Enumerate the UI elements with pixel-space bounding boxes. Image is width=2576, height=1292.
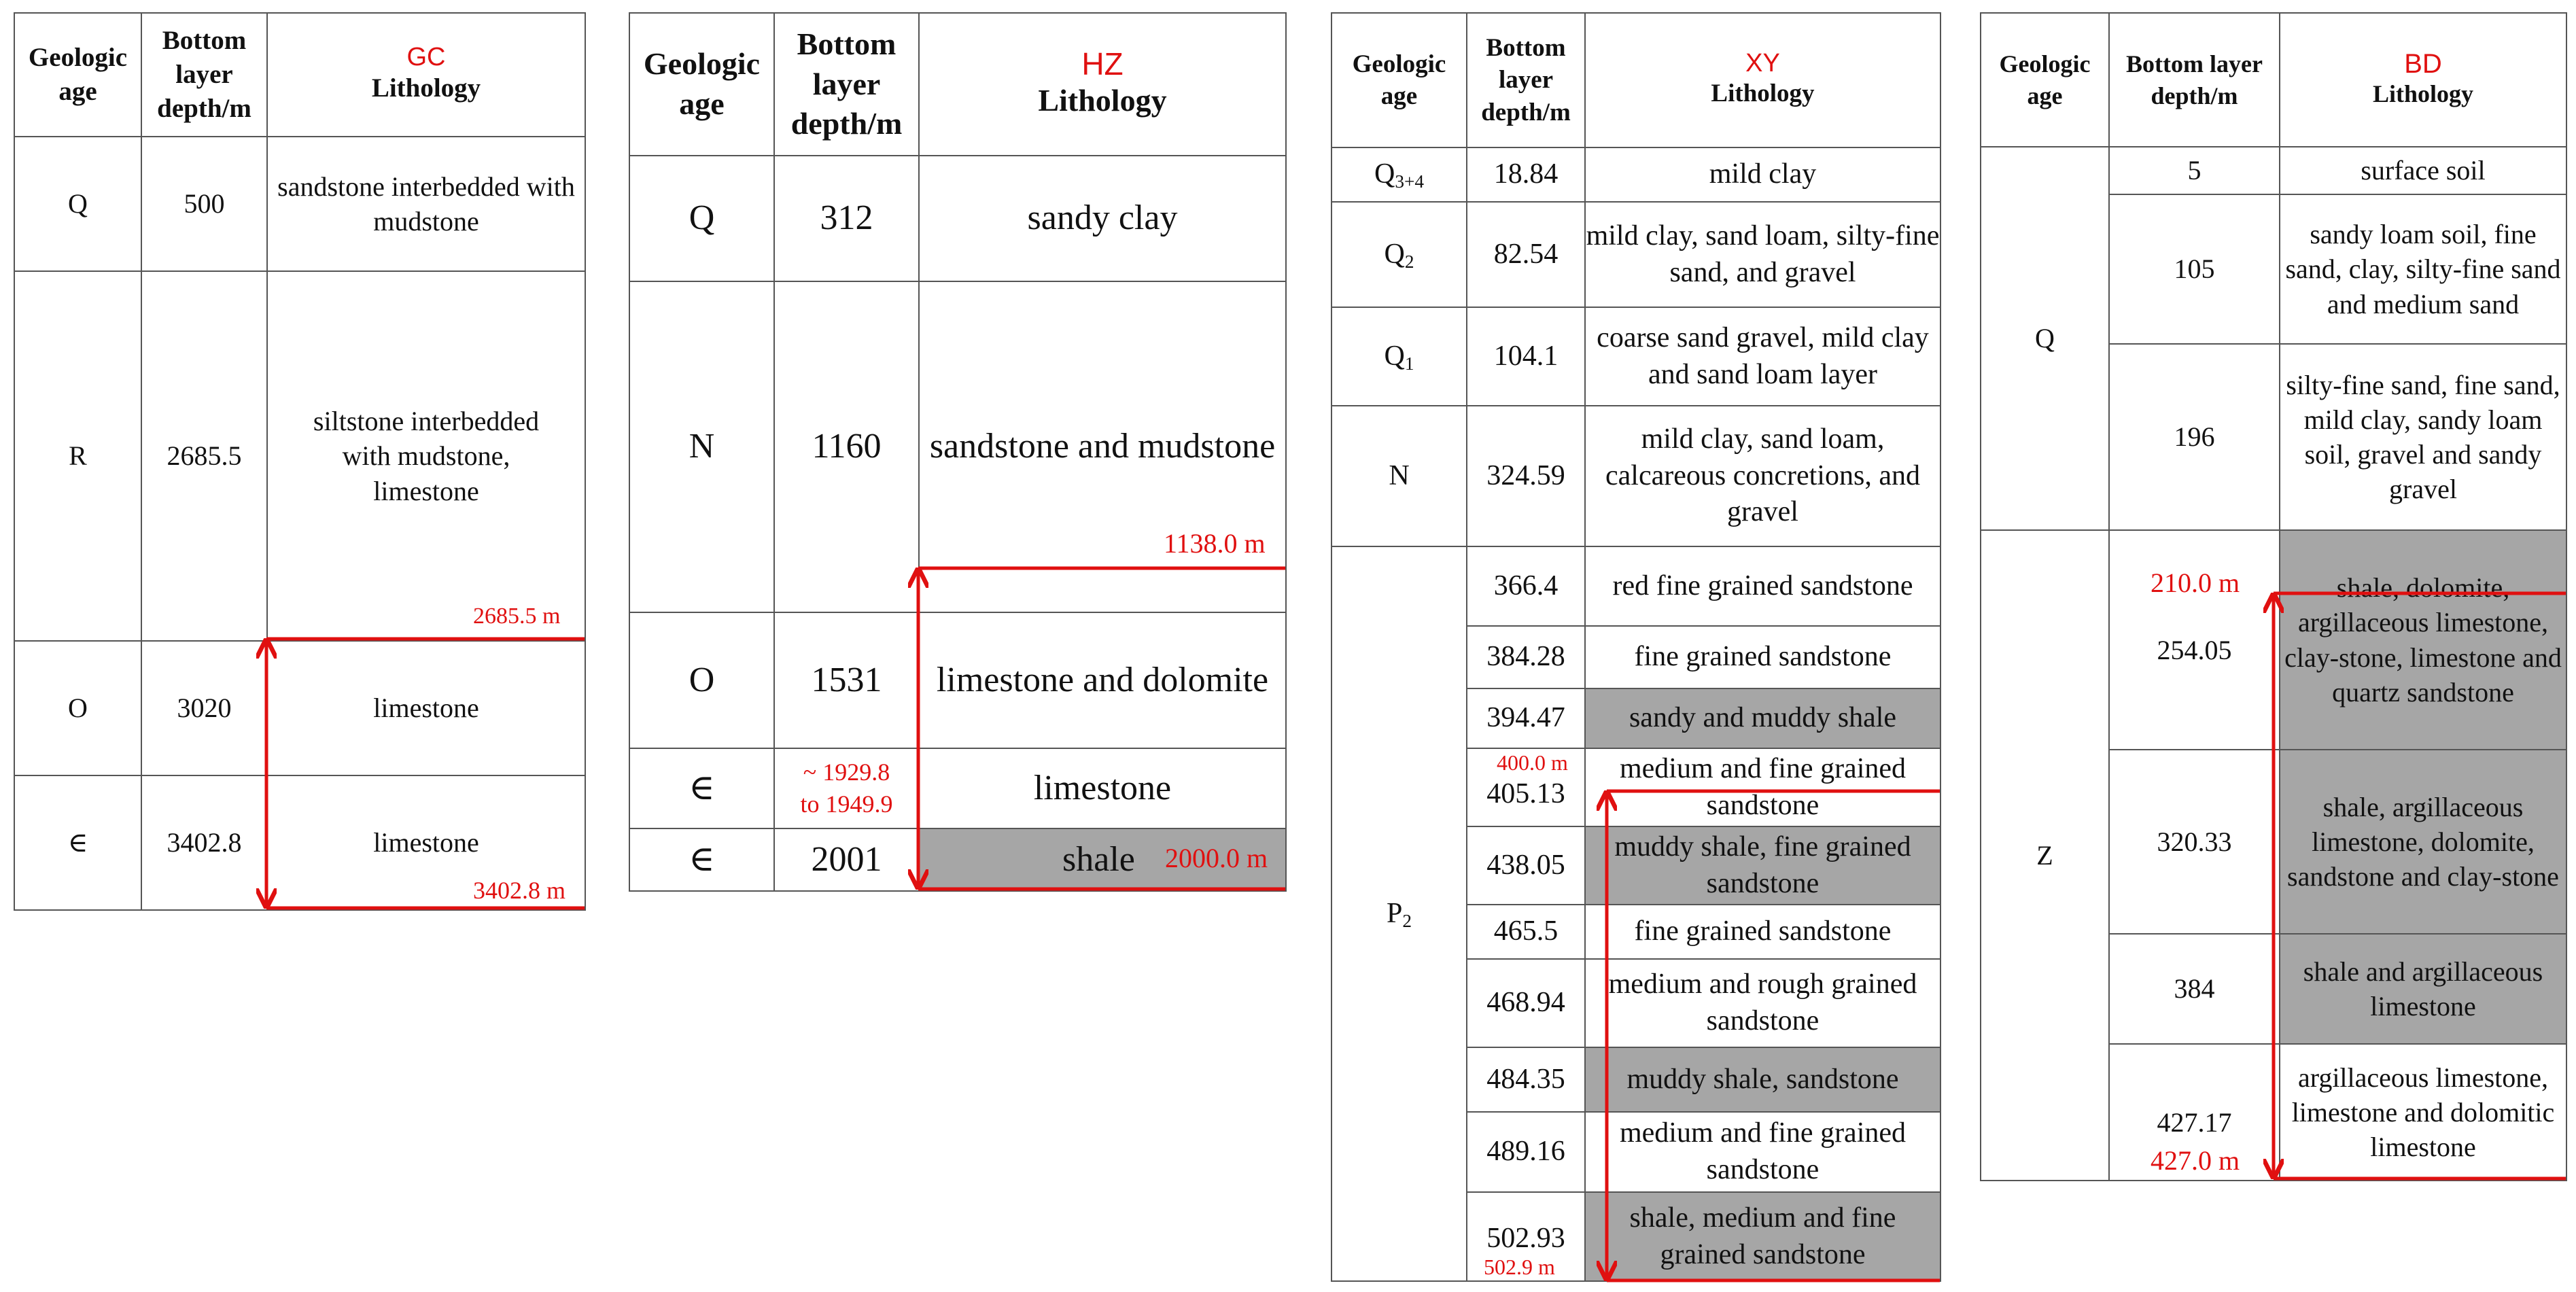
- gc-marker-bottom-label: 3402.8 m: [473, 877, 566, 904]
- hz-depth-cell: 1160: [774, 281, 919, 612]
- table-row: [629, 748, 1286, 828]
- gc-lithology-cell: limestone: [267, 775, 585, 910]
- xy-age-main: Q: [1384, 340, 1405, 372]
- hz-depth-cell: 2001: [774, 828, 919, 891]
- xy-depth-cell: 484.35: [1467, 1047, 1585, 1112]
- hz-header-age: Geologic age: [629, 13, 774, 156]
- xy-marker-top-label: 400.0 m: [1497, 750, 1568, 775]
- bd-depth-cell: 427.17: [2109, 1044, 2280, 1181]
- xy-depth-cell: 18.84: [1467, 147, 1585, 202]
- xy-lithology-cell: mild clay, sand loam, silty-fine sand, and gravel: [1585, 202, 1940, 307]
- gc-table: [14, 12, 586, 911]
- hz-depth-range-end: to 1949.9: [800, 790, 893, 818]
- gc-header-lithology: [267, 13, 585, 137]
- gc-depth-cell: 2685.5: [141, 271, 267, 641]
- xy-title: XY: [1745, 49, 1780, 78]
- bd-lithology-cell: sandy loam soil, fine sand, clay, silty-fine sand and medium sand: [2280, 194, 2566, 344]
- hz-age-cell: O: [629, 612, 774, 748]
- xy-lithology-cell: shale, medium and fine grained sandstone: [1585, 1192, 1940, 1281]
- xy-lithology-cell: sandy and muddy shale: [1585, 688, 1940, 748]
- bd-lithology-label: Lithology: [2372, 80, 2474, 108]
- hz-header-lithology: [919, 13, 1286, 156]
- table-row: [14, 271, 585, 641]
- xy-lithology-label: Lithology: [1711, 80, 1815, 108]
- xy-depth-cell: 104.1: [1467, 307, 1585, 406]
- bd-marker-top-label: 210.0 m: [2151, 568, 2240, 598]
- bd-lithology-cell: shale, dolomite, argillaceous limestone, clay-stone, limestone and quartz sandstone: [2280, 530, 2566, 750]
- gc-age-cell: R: [14, 271, 141, 641]
- gc-lithology-cell: siltstone interbedded with mudstone, limestone: [267, 271, 585, 641]
- bd-age-cell: Z: [1981, 530, 2109, 1181]
- xy-age-sub: 2: [1404, 251, 1414, 272]
- gc-lithology-cell: sandstone interbedded with mudstone: [267, 137, 585, 271]
- bd-age-cell: Q: [1981, 147, 2109, 530]
- hz-depth-cell: 312: [774, 156, 919, 281]
- bd-header-depth: Bottom layer depth/m: [2109, 13, 2280, 147]
- xy-age-main: P: [1386, 897, 1403, 929]
- table-row: [629, 281, 1286, 612]
- hz-lithology-cell: limestone: [919, 748, 1286, 828]
- xy-lithology-cell: mild clay: [1585, 147, 1940, 202]
- table-row: [1331, 147, 1940, 202]
- xy-lithology-cell: red fine grained sandstone: [1585, 546, 1940, 626]
- table-row: [1981, 530, 2566, 750]
- table-row: [1981, 147, 2566, 194]
- xy-age-cell: [1331, 546, 1467, 1281]
- gc-depth-cell: 3402.8: [141, 775, 267, 910]
- bd-header-age: Geologic age: [1981, 13, 2109, 147]
- bd-table: [1980, 12, 2567, 1181]
- gc-age-cell: ∈: [14, 775, 141, 910]
- xy-lithology-cell: muddy shale, fine grained sandstone: [1585, 826, 1940, 905]
- xy-lithology-cell: medium and rough grained sandstone: [1585, 959, 1940, 1047]
- table-row: [1331, 406, 1940, 546]
- bd-header-lithology: [2280, 13, 2566, 147]
- xy-lithology-cell: fine grained sandstone: [1585, 905, 1940, 959]
- hz-shale-label: shale: [1062, 839, 1135, 879]
- gc-marker-top-label: 2685.5 m: [473, 604, 561, 629]
- xy-lithology-cell: fine grained sandstone: [1585, 626, 1940, 688]
- hz-marker-bottom-label: 2000.0 m: [1165, 843, 1268, 873]
- xy-age-sub: 1: [1404, 353, 1414, 374]
- xy-lithology-cell: medium and fine grained sandstone: [1585, 748, 1940, 826]
- hz-depth-cell: 1531: [774, 612, 919, 748]
- xy-lithology-cell: mild clay, sand loam, calcareous concretions, and gravel: [1585, 406, 1940, 546]
- hz-lithology-cell: sandstone and mudstone: [919, 281, 1286, 612]
- xy-depth-cell: 438.05: [1467, 826, 1585, 905]
- hz-age-cell: ∈: [629, 748, 774, 828]
- bd-marker-bottom-label: 427.0 m: [2151, 1145, 2240, 1176]
- gc-header-age: Geologic age: [14, 13, 141, 137]
- xy-lithology-cell: medium and fine grained sandstone: [1585, 1112, 1940, 1192]
- hz-marker-top-label: 1138.0 m: [1164, 528, 1266, 559]
- xy-depth-cell: 405.13: [1467, 748, 1585, 826]
- hz-title: HZ: [1081, 46, 1124, 82]
- xy-age-main: Q: [1384, 238, 1405, 270]
- gc-lithology-cell: limestone: [267, 641, 585, 775]
- xy-depth-cell: 82.54: [1467, 202, 1585, 307]
- xy-header-depth: Bottom layer depth/m: [1467, 13, 1585, 147]
- xy-lithology-cell: coarse sand gravel, mild clay and sand loam layer: [1585, 307, 1940, 406]
- bd-depth-cell: 196: [2109, 344, 2280, 530]
- xy-depth-cell: 468.94: [1467, 959, 1585, 1047]
- bd-depth-cell: 320.33: [2109, 750, 2280, 934]
- xy-age-cell: [1331, 202, 1467, 307]
- xy-age-sub: 2: [1402, 910, 1412, 931]
- table-row: [629, 612, 1286, 748]
- bd-depth-cell: 5: [2109, 147, 2280, 194]
- xy-depth-cell: 366.4: [1467, 546, 1585, 626]
- xy-table: [1331, 12, 1941, 1282]
- gc-header-depth: Bottom layer depth/m: [141, 13, 267, 137]
- gc-lithology-label: Lithology: [371, 73, 481, 103]
- xy-age-cell: [1331, 147, 1467, 202]
- table-row: [1331, 307, 1940, 406]
- bd-lithology-cell: surface soil: [2280, 147, 2566, 194]
- table-row: [1331, 546, 1940, 626]
- bd-depth-cell: 105: [2109, 194, 2280, 344]
- xy-depth-cell: 502.93: [1467, 1192, 1585, 1281]
- hz-lithology-cell: limestone and dolomite: [919, 612, 1286, 748]
- hz-table: [629, 12, 1287, 892]
- gc-title: GC: [406, 43, 446, 72]
- hz-lithology-label: Lithology: [1038, 82, 1167, 118]
- gc-depth-cell: 3020: [141, 641, 267, 775]
- table-row: [629, 156, 1286, 281]
- xy-depth-cell: 489.16: [1467, 1112, 1585, 1192]
- bd-lithology-cell: argillaceous limestone, limestone and dolomitic limestone: [2280, 1044, 2566, 1181]
- hz-depth-cell: [774, 748, 919, 828]
- gc-depth-cell: 500: [141, 137, 267, 271]
- bd-lithology-cell: shale and argillaceous limestone: [2280, 934, 2566, 1044]
- bd-lithology-cell: shale, argillaceous limestone, dolomite, sandstone and clay-stone: [2280, 750, 2566, 934]
- xy-age-main: Q: [1374, 158, 1395, 190]
- table-row: [14, 641, 585, 775]
- bd-depth-cell: 254.05: [2109, 530, 2280, 750]
- hz-age-cell: Q: [629, 156, 774, 281]
- bd-depth-cell: 384: [2109, 934, 2280, 1044]
- hz-depth-range-start: ~ 1929.8: [803, 758, 890, 786]
- xy-age-cell: [1331, 307, 1467, 406]
- hz-age-cell: N: [629, 281, 774, 612]
- xy-depth-cell: 324.59: [1467, 406, 1585, 546]
- xy-header-lithology: [1585, 13, 1940, 147]
- xy-depth-cell: 384.28: [1467, 626, 1585, 688]
- xy-lithology-cell: muddy shale, sandstone: [1585, 1047, 1940, 1112]
- hz-header-depth: Bottom layer depth/m: [774, 13, 919, 156]
- xy-marker-bottom-label: 502.9 m: [1484, 1255, 1555, 1279]
- hz-age-cell: ∈: [629, 828, 774, 891]
- xy-age-cell: N: [1331, 406, 1467, 546]
- bd-lithology-cell: silty-fine sand, fine sand, mild clay, sandy loam soil, gravel and sandy gravel: [2280, 344, 2566, 530]
- xy-depth-cell: 394.47: [1467, 688, 1585, 748]
- bd-title: BD: [2404, 49, 2442, 80]
- gc-age-cell: O: [14, 641, 141, 775]
- hz-lithology-cell: sandy clay: [919, 156, 1286, 281]
- xy-depth-cell: 465.5: [1467, 905, 1585, 959]
- gc-age-cell: Q: [14, 137, 141, 271]
- xy-header-age: Geologic age: [1331, 13, 1467, 147]
- table-row: [1331, 202, 1940, 307]
- table-row: [14, 137, 585, 271]
- xy-age-sub: 3+4: [1395, 171, 1425, 192]
